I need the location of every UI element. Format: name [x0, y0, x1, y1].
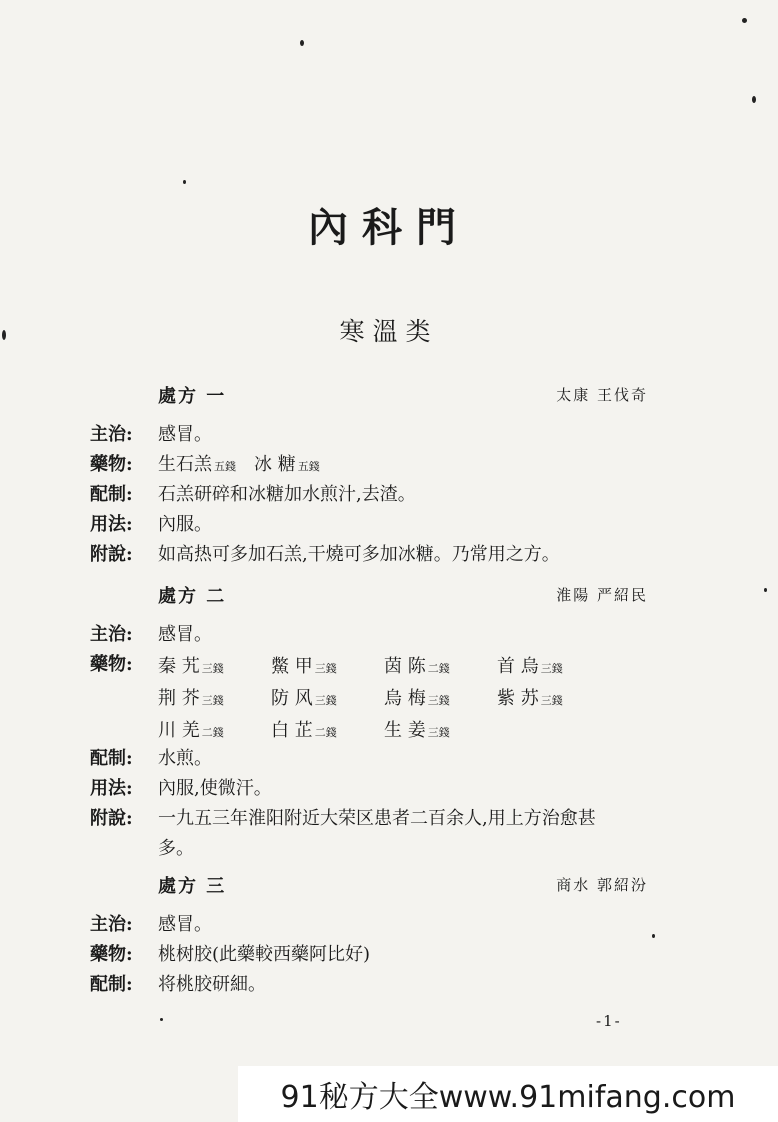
medicine-name: 冰 糖: [254, 454, 296, 475]
recipe-2-notes: [90, 804, 710, 834]
recipe-3-header: [158, 872, 658, 902]
recipe-2-header: [158, 582, 658, 612]
medicine-name: 紫 苏: [497, 688, 539, 709]
recipe-1-notes: [90, 540, 710, 570]
medicine-row: [158, 649, 610, 681]
scan-speck: [652, 934, 655, 938]
preparation-label: 配制:: [90, 748, 133, 769]
medicine-item: [271, 652, 384, 678]
scan-speck: [2, 330, 6, 340]
medicine-name: 烏 梅: [384, 688, 426, 709]
recipe-3-name: 處方 三: [158, 876, 227, 897]
medicine-name: 首 烏: [497, 656, 539, 677]
medicine-dose: 三錢: [201, 694, 224, 707]
indication-label: 主治:: [90, 624, 133, 645]
notes-value: 如高热可多加石羔,干燒可多加冰糖。乃常用之方。: [158, 544, 560, 565]
medicine-dose: 三錢: [314, 662, 337, 675]
medicine-label: 藥物:: [90, 454, 133, 475]
medicine-name: 茵 陈: [384, 656, 426, 677]
medicine-name: 白 芷: [271, 720, 313, 741]
notes-label: 附說:: [90, 808, 133, 829]
medicine-dose: 五錢: [214, 460, 236, 473]
page-title: 內科門: [308, 205, 470, 251]
recipe-1-preparation: [90, 480, 710, 510]
recipe-1-usage: [90, 510, 710, 540]
medicine-name: 鱉 甲: [271, 656, 313, 677]
medicine-item: [158, 716, 271, 742]
usage-value: 內服。: [158, 514, 212, 535]
recipe-2-notes-continued: 多。: [158, 838, 194, 859]
medicine-name: 生石羔: [158, 454, 212, 475]
medicine-item: [158, 652, 271, 678]
usage-value: 內服,使微汗。: [158, 778, 272, 799]
preparation-value: 水煎。: [158, 748, 212, 769]
usage-label: 用法:: [90, 778, 133, 799]
preparation-value: 将桃胶研細。: [158, 974, 266, 995]
recipe-3-source: 商水 郭紹汾: [556, 876, 648, 894]
recipe-1-source: 太康 王伐奇: [556, 386, 648, 404]
section-subtitle: 寒溫类: [339, 317, 439, 346]
medicine-dose: 三錢: [314, 694, 337, 707]
medicine-item: [384, 652, 497, 678]
recipe-2-source: 淮陽 严紹民: [556, 586, 648, 604]
medicine-dose: 二錢: [314, 726, 337, 739]
recipe-1-header: [158, 382, 658, 412]
medicine-row: [158, 681, 610, 713]
medicine-dose: 三錢: [540, 694, 563, 707]
notes-value: 一九五三年淮阳附近大荣区患者二百余人,用上方治愈甚: [158, 808, 596, 829]
preparation-label: 配制:: [90, 974, 133, 995]
medicine-name: 秦 艽: [158, 656, 200, 677]
page-number: -1-: [596, 1012, 622, 1030]
medicine-name: 生 姜: [384, 720, 426, 741]
medicine-item: [384, 684, 497, 710]
medicine-dose: 五錢: [297, 460, 320, 473]
scan-speck: [160, 1018, 163, 1021]
indication-value: 感冒。: [158, 624, 212, 645]
recipe-2-preparation: [90, 744, 710, 774]
watermark-banner: 91秘方大全www.91mifang.com: [238, 1066, 778, 1122]
medicine-label: 藥物:: [90, 944, 133, 965]
scan-speck: [183, 180, 186, 184]
medicine-name: 川 羌: [158, 720, 200, 741]
medicine-item: [497, 652, 610, 678]
scan-speck: [742, 18, 747, 23]
medicine-name: 荆 芥: [158, 688, 200, 709]
usage-label: 用法:: [90, 514, 133, 535]
indication-value: 感冒。: [158, 424, 212, 445]
medicine-dose: 三錢: [540, 662, 563, 675]
medicine-value: 桃树胶(此藥較西藥阿比好): [158, 944, 371, 965]
medicine-label: 藥物:: [90, 654, 133, 675]
medicine-item: [497, 684, 610, 710]
scan-speck: [300, 40, 304, 46]
medicine-item: [271, 716, 384, 742]
medicine-item: [254, 450, 338, 482]
scan-speck: [764, 588, 767, 592]
medicine-name: 防 风: [271, 688, 313, 709]
medicine-item: [384, 716, 497, 742]
indication-label: 主治:: [90, 914, 133, 935]
recipe-3-preparation: [90, 970, 710, 1000]
medicine-row: [158, 713, 610, 745]
recipe-2-medicine-grid: [158, 649, 610, 745]
medicine-item: [271, 684, 384, 710]
preparation-label: 配制:: [90, 484, 133, 505]
recipe-1-medicines: [90, 450, 710, 482]
recipe-2-usage: [90, 774, 710, 804]
medicine-item: [158, 684, 271, 710]
notes-label: 附說:: [90, 544, 133, 565]
scan-speck: [752, 96, 756, 103]
medicine-dose: 三錢: [427, 726, 450, 739]
recipe-2-name: 處方 二: [158, 586, 227, 607]
medicine-dose: 三錢: [427, 694, 450, 707]
recipe-3-indication: [90, 910, 710, 940]
recipe-1-name: 處方 一: [158, 386, 227, 407]
indication-label: 主治:: [90, 424, 133, 445]
recipe-3-medicines: [90, 940, 710, 970]
medicine-item: [158, 450, 254, 482]
recipe-2-indication: [90, 620, 710, 650]
medicine-dose: 二錢: [427, 662, 450, 675]
medicine-dose: 三錢: [201, 662, 224, 675]
medicine-dose: 二錢: [201, 726, 224, 739]
preparation-value: 石羔研碎和冰糖加水煎汁,去渣。: [158, 484, 416, 505]
recipe-1-indication: [90, 420, 710, 450]
indication-value: 感冒。: [158, 914, 212, 935]
